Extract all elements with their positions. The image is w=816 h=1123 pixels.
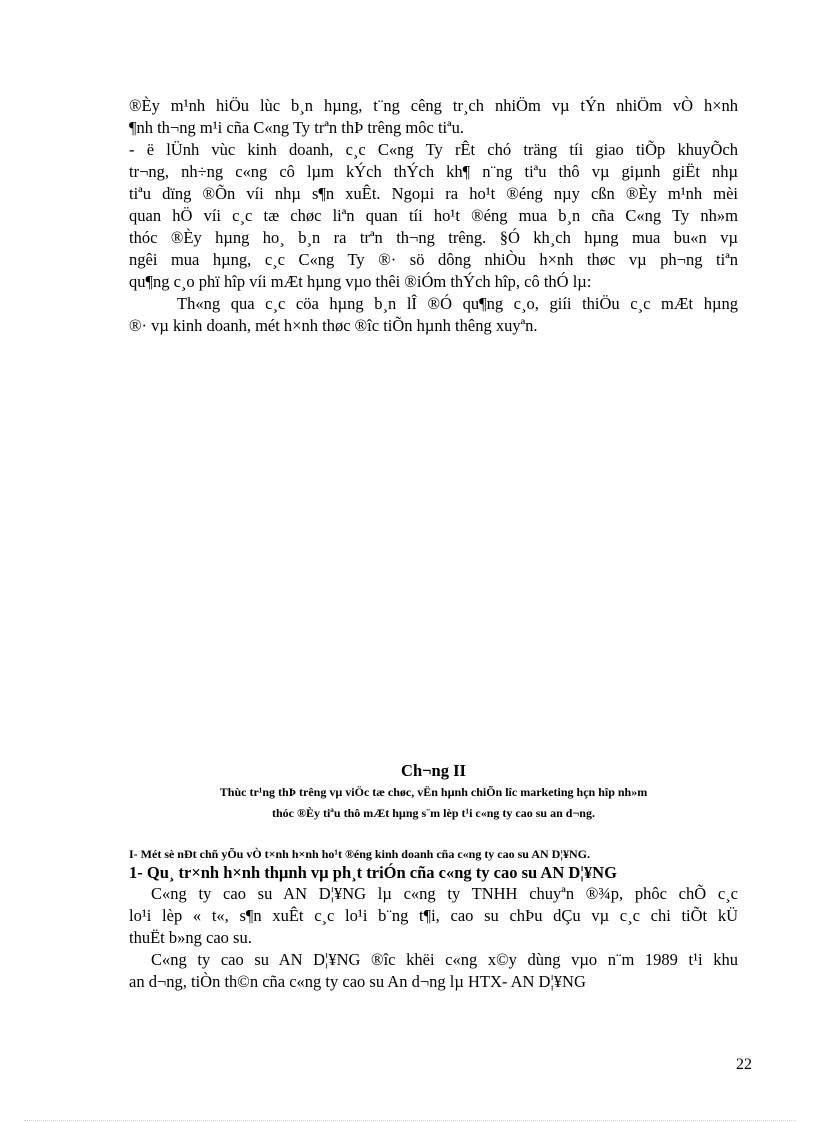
text-line: an d¬ng, tiÒn th©n cña c«ng ty cao su An d¬ng lµ HTX- AN D¦¥NG <box>129 972 586 991</box>
section-content <box>129 845 738 993</box>
text-line: tiªu dïng ®Õn víi nhµ s¶n xuÊt. Ngoµi ra ho¹t ®éng nµy cßn ®Èy m¹nh mèi <box>129 184 738 203</box>
text-line: tr¬ng, nh÷ng c«ng cô lµm kÝch thÝch kh¶ n¨ng tiªu thô vµ giµnh giËt nhµ <box>129 162 738 181</box>
chapter-title: Ch¬ng II <box>401 761 466 780</box>
text-line: quan hÖ víi c¸c tæ chøc liªn quan tíi ho¹t ®éng mua b¸n cña C«ng Ty nh»m <box>129 206 738 225</box>
text-line: ¶nh th¬ng m¹i cña C«ng Ty trªn thÞ trêng môc tiªu. <box>129 118 465 137</box>
text-line: thuËt b»ng cao su. <box>129 928 252 947</box>
text-line: ®· vµ kinh doanh, mét h×nh thøc ®îc tiÕn hµnh thêng xuyªn. <box>129 316 538 335</box>
page-number: 22 <box>736 1056 752 1073</box>
text-line: C«ng ty cao su AN D¦¥NG ®îc khëi c«ng x©y dùng vµo n¨m 1989 t¹i khu <box>151 950 738 969</box>
text-line: thóc ®Èy hµng ho¸ b¸n ra trªn th¬ng trêng. §Ó kh¸ch hµng mua bu«n vµ <box>129 228 738 247</box>
text-line: C«ng ty cao su AN D¦¥NG lµ c«ng ty TNHH chuyªn ®¾p, phôc chÕ c¸c <box>151 884 738 903</box>
chapter-subtitle-line: Thùc tr¹ng thÞ trêng vµ viÖc tæ chøc, vËn hµnh chiÕn lîc marketing hçn hîp nh»m <box>219 785 648 799</box>
text-line: - ë lÜnh vùc kinh doanh, c¸c C«ng Ty rÊt chó träng tíi giao tiÕp khuyÕch <box>129 140 738 159</box>
text-line: ngêi mua hµng, c¸c C«ng Ty ®· sö dông nhiÒu h×nh thøc vµ ph¬ng tiªn <box>129 250 738 269</box>
text-line: qu¶ng c¸o phï hîp víi mÆt hµng vµo thêi ®iÓm thÝch hîp, cô thÓ lµ: <box>129 272 592 291</box>
chapter-subtitle-line: thóc ®Èy tiªu thô mÆt hµng s¨m lèp t¹i c«ng ty cao su an d¬ng. <box>272 806 595 820</box>
chapter-heading <box>129 760 738 824</box>
page-bottom-divider <box>24 1120 796 1121</box>
section-heading: I- Mét sè nÐt chñ yÕu vÒ t×nh h×nh ho¹t ®éng kinh doanh cña c«ng ty cao su AN D¦¥NG. <box>129 847 590 861</box>
text-line: Th«ng qua c¸c cöa hµng b¸n lÎ ®Ó qu¶ng c¸o, giíi thiÖu c¸c mÆt hµng <box>177 294 738 313</box>
text-line: ®Èy m¹nh hiÖu lùc b¸n hµng, t¨ng cêng tr¸ch nhiÖm vµ tÝn nhiÖm vÒ h×nh <box>129 96 738 115</box>
intro-paragraphs <box>129 95 738 337</box>
subsection-heading: 1- Qu¸ tr×nh h×nh thµnh vµ ph¸t triÓn cña c«ng ty cao su AN D¦¥NG <box>129 863 617 882</box>
text-line: lo¹i lèp « t«, s¶n xuÊt c¸c lo¹i b¨ng t¶i, cao su chÞu dÇu vµ c¸c chi tiÕt kÜ <box>129 906 738 925</box>
